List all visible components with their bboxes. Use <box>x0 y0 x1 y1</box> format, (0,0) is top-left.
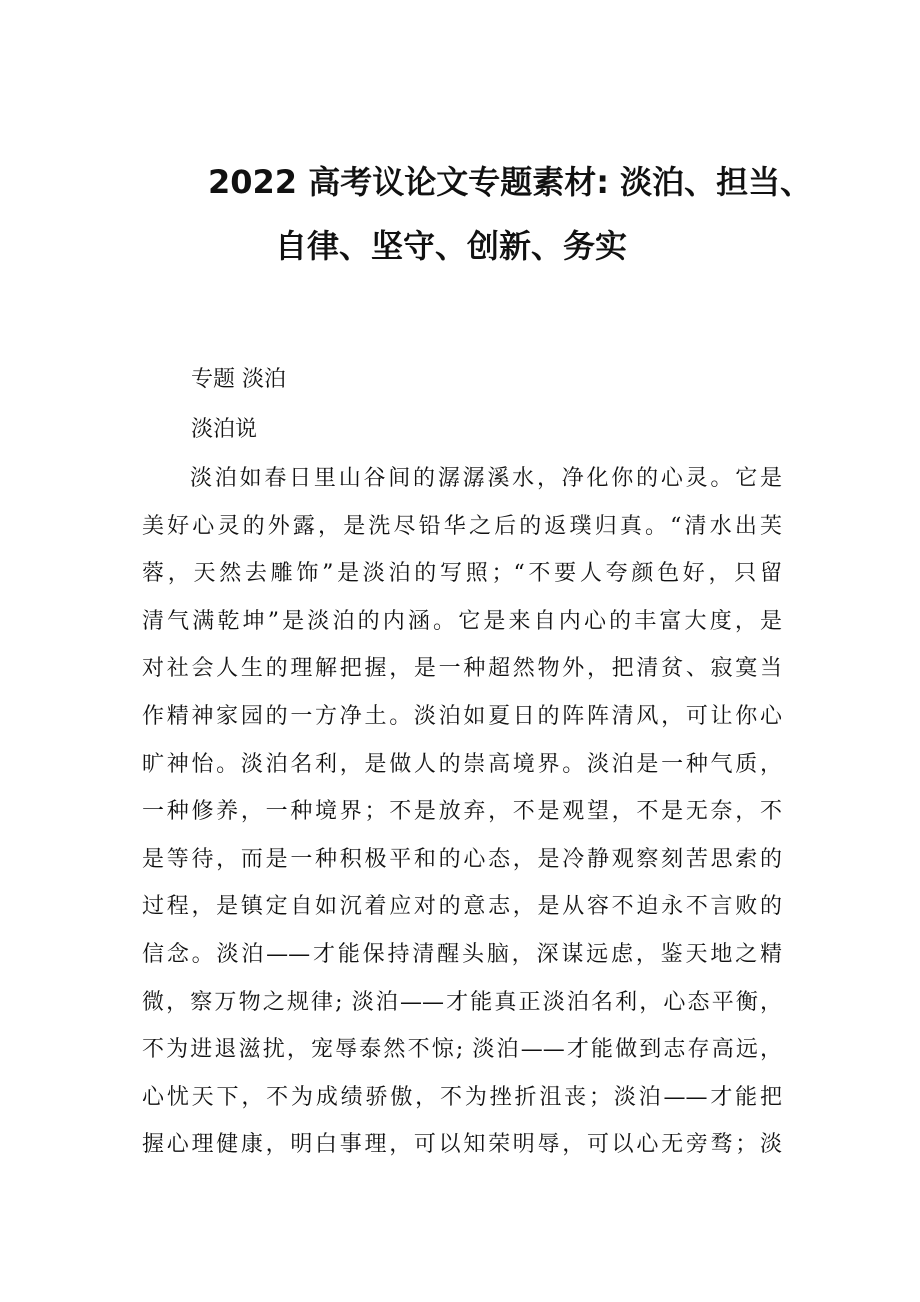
paragraph-line: 过程，是镇定自如沉着应对的意志，是从容不迫永不言败的 <box>142 894 782 920</box>
paragraph-line: 信念。淡泊——才能保持清醒头脑，深谋远虑，鉴天地之精 <box>142 941 782 967</box>
paragraph-line: 心忧天下，不为成绩骄傲，不为挫折沮丧；淡泊——才能把 <box>142 1084 782 1110</box>
paragraph-line: 是等待，而是一种积极平和的心态，是冷静观察刻苦思索的 <box>142 846 782 872</box>
section-heading: 淡泊说 <box>191 417 258 442</box>
paragraph-line: 蓉，天然去雕饰”是淡泊的写照；“不要人夸颜色好，只留 <box>142 561 782 587</box>
paragraph-line: 清气满乾坤”是淡泊的内涵。它是来自内心的丰富大度，是 <box>142 608 782 634</box>
paragraph-line: 不为进退滋扰，宠辱泰然不惊; 淡泊——才能做到志存高远， <box>142 1037 782 1063</box>
paragraph-line: 握心理健康，明白事理，可以知荣明辱，可以心无旁骛；淡 <box>142 1132 782 1158</box>
paragraph-line: 微，察万物之规律; 淡泊——才能真正淡泊名利，心态平衡， <box>142 989 782 1015</box>
paragraph-line: 一种修养，一种境界；不是放弃，不是观望，不是无奈，不 <box>142 799 782 825</box>
paragraph-line: 美好心灵的外露，是洗尽铅华之后的返璞归真。“清水出芙 <box>142 513 782 539</box>
title-line-2: 自律、坚守、创新、务实 <box>275 227 628 265</box>
body-paragraph <box>142 455 782 1169</box>
paragraph-line: 旷神怡。淡泊名利，是做人的崇高境界。淡泊是一种气质， <box>142 751 782 777</box>
paragraph-line: 作精神家园的一方净土。淡泊如夏日的阵阵清风，可让你心 <box>142 703 782 729</box>
topic-heading: 专题 淡泊 <box>191 367 286 392</box>
document-title <box>0 150 920 278</box>
title-line-1: 2022 高考议论文专题素材: 淡泊、担当、 <box>208 163 813 201</box>
paragraph-line: 对社会人生的理解把握，是一种超然物外，把清贫、寂寞当 <box>142 656 782 682</box>
paragraph-line: 淡泊如春日里山谷间的潺潺溪水，净化你的心灵。它是 <box>190 466 782 491</box>
